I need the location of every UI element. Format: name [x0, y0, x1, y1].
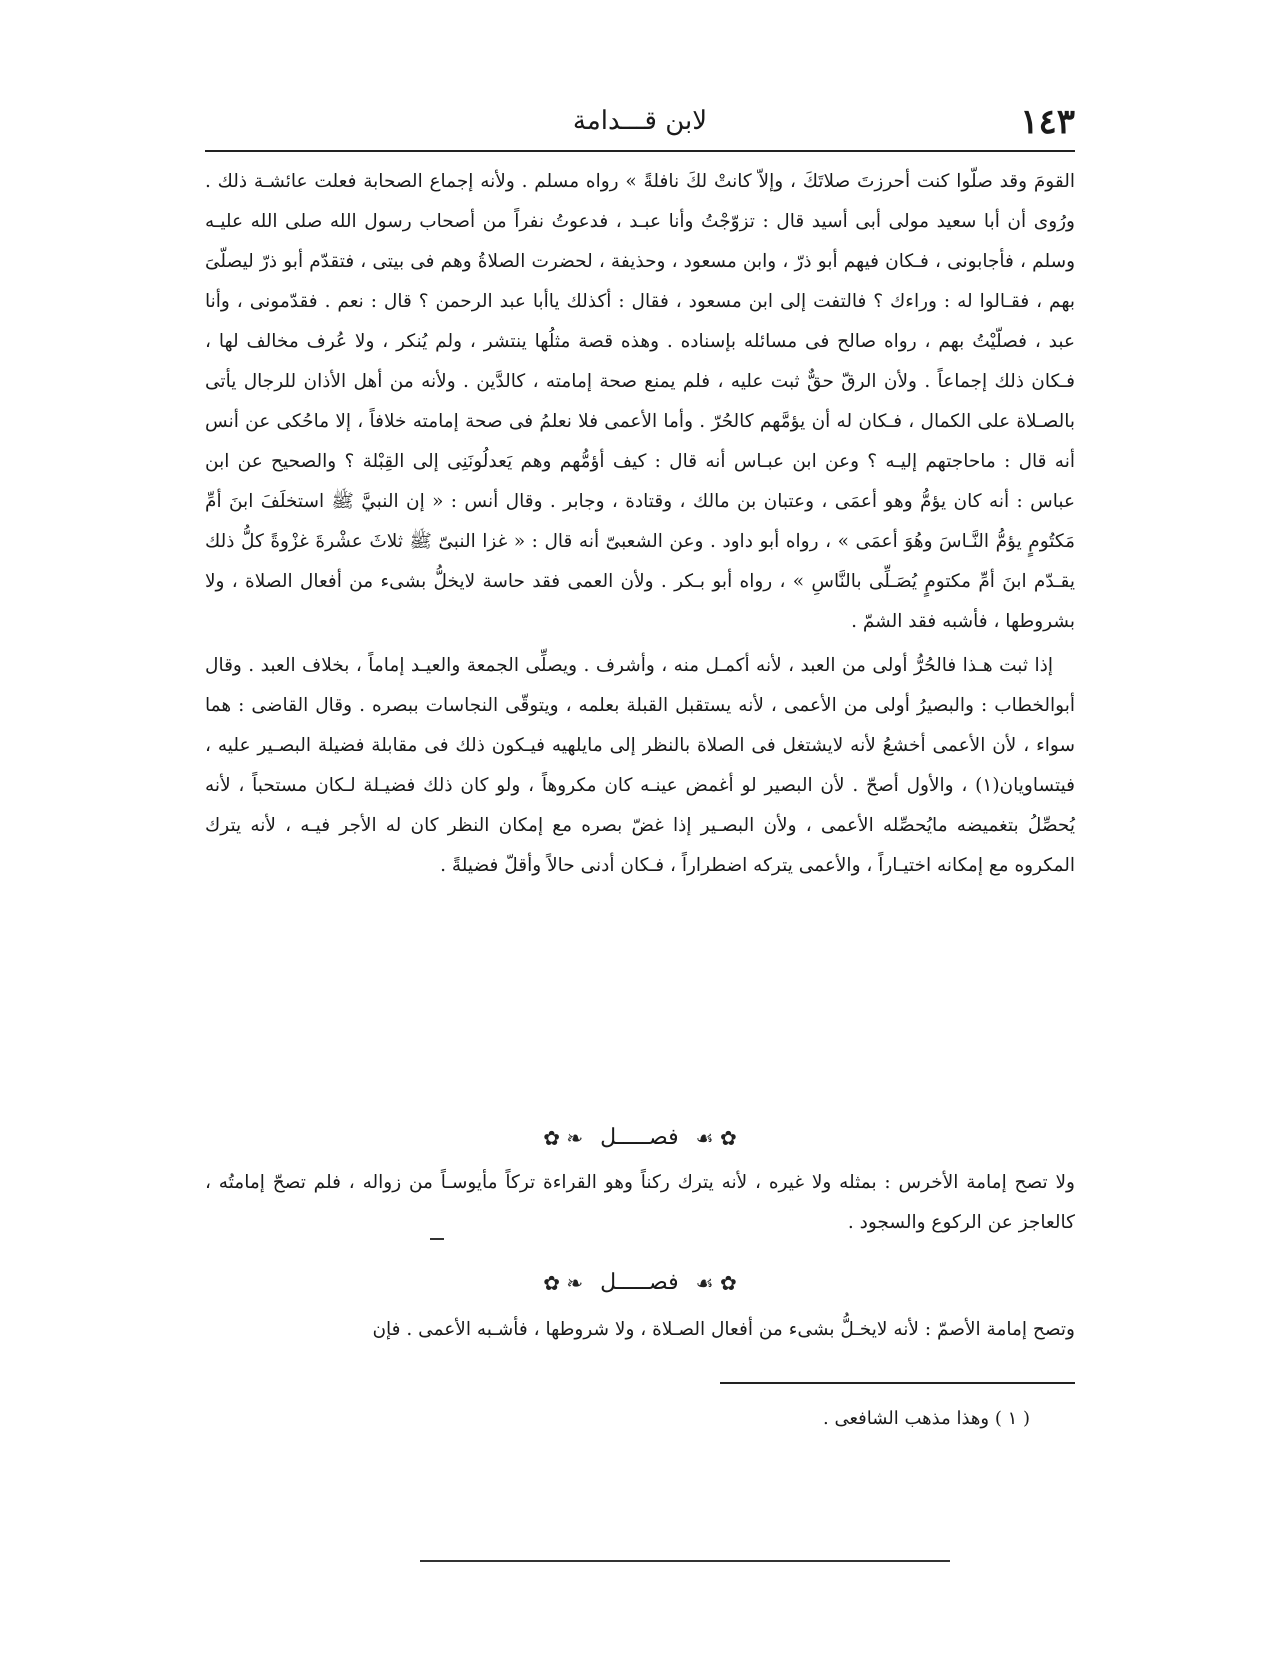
section-2-text: وتصح إمامة الأصمّ : لأنه لايخـلُّ بشىء من أفعال الصـلاة ، ولا شروطها ، فأشـبه الأعمى . فإن [372, 1319, 1075, 1340]
section-heading-1 [205, 1118, 1075, 1158]
page-header [205, 100, 1075, 148]
running-title: لابن قـــدامة [572, 106, 708, 136]
main-text [205, 162, 1075, 886]
page-number: ١٤٣ [1020, 102, 1075, 142]
header-rule [205, 150, 1075, 152]
margin-dash [430, 1238, 444, 1240]
section-heading-2 [205, 1263, 1075, 1303]
bottom-rule [420, 1560, 950, 1562]
section-heading-label: فصـــــل [600, 1270, 679, 1295]
footnote: ( ١ ) وهذا مذهب الشافعى . [823, 1408, 1030, 1429]
section-heading-label: فصـــــل [600, 1125, 679, 1150]
footnote-rule [720, 1382, 1075, 1384]
paragraph-1: القومَ وقد صلّوا كنت أحرزتَ صلاتَكَ ، وإلاّ كانتْ لكَ نافلةً » رواه مسلم . ولأنه إجماع الصحابة فعلت عائشـة ذلك . ورُوى أن أبا سعيد مولى أبى أسيد قال : تزوّجْتُ وأنا عبـد ، فدعوتُ نفراً من أصحاب رسول الله صلى الله عليـه وسلم ، فأجابونى ، فـكان فيهم أبو ذرّ ، وابن مسعود ، وحذيفة ، لحضرت الصلاةُ وهم فى بيتى ، فتقدّم أبو ذرّ ليصلّىَ بهم ، فقـالوا له : وراءك ؟ فالتفت إلى ابن مسعود ، فقال : أكذلك ياأبا عبد الرحمن ؟ قال : نعم . فقدّمونى ، وأنا عبد ، فصلّيْتُ بهم ، رواه صالح فى مسائله بإسناده . وهذه قصة مثلُها ينتشر ، ولم يُنكر ، ولا عُرف مخالف لها ، فـكان ذلك إجماعاً . ولأن الرقّ حقٌّ ثبت عليه ، فلم يمنع صحة إمامته ، كالدَّين . ولأنه من أهل الأذان للرجال يأتى بالصـلاة على الكمال ، فـكان له أن يؤمَّهم كالحُرّ . وأما الأعمى فلا نعلمُ فى صحة إمامته خلافاً ، إلا ماحُكى عن أنس أنه قال : ماحاجتهم إليـه ؟ وعن ابن عبـاس أنه قال : كيف أؤمُّهم وهم يَعدلُونَنِى إلى القِبْلة ؟ والصحيح عن ابن عباس : أنه كان يؤمُّ وهو أعمَى ، وعتبان بن مالك ، وقتادة ، وجابر . وقال أنس : « إن النبيَّ ﷺ استخلَفَ ابنَ أمِّ مَكتُومٍ يؤمُّ النَّـاسَ وهُوَ أعمَى » ، رواه أبو داود . وعن الشعبىّ أنه قال : « غزا النبىّ ﷺ ثلاثَ عشْرةَ غزْوةً كلُّ ذلك يقـدّم ابنَ أمِّ مكتومٍ يُصَـلِّى بالنَّاسِ » ، رواه أبو بـكر . ولأن العمى فقد حاسة لايخلُّ بشىء من أفعال الصلاة ، ولا بشروطها ، فأشبه فقد الشمّ . [205, 171, 1075, 632]
ornament-right-icon: ✿ ☙ [695, 1271, 737, 1295]
paragraph-2: إذا ثبت هـذا فالحُرُّ أولى من العبد ، لأنه أكمـل منه ، وأشرف . ويصلِّى الجمعة والعيـد إماماً ، بخلاف العبد . وقال أبوالخطاب : والبصيرُ أولى من الأعمى ، لأنه يستقبل القبلة بعلمه ، ويتوقّى النجاسات ببصره . وقال القاضى : هما سواء ، لأن الأعمى أخشعُ لأنه لايشتغل فى الصلاة بالنظر إلى مايلهيه فيـكون ذلك فى مقابلة فضيلة البصـير عليه ، فيتساويان(١) ، والأول أصحّ . لأن البصير لو أغمض عينـه كان مكروهاً ، ولو كان ذلك فضيـلة لـكان مستحباً ، لأنه يُحصِّلُ بتغميضه مايُحصِّله الأعمى ، ولأن البصـير إذا غضّ بصره مع إمكان النظر كان له الأجر فيـه ، لأنه يترك المكروه مع إمكانه اختيـاراً ، والأعمى يتركه اضطراراً ، فـكان أدنى حالاً وأقلّ فضيلةً . [205, 655, 1075, 876]
section-1-text: ولا تصح إمامة الأخرس : بمثله ولا غيره ، لأنه يترك ركناً وهو القراءة تركاً مأيوسـاً من زواله ، فلم تصحّ إمامتُه ، كالعاجز عن الركوع والسجود . [205, 1172, 1075, 1233]
ornament-left-icon: ❧ ✿ [543, 1126, 584, 1150]
ornament-left-icon: ❧ ✿ [543, 1271, 584, 1295]
ornament-right-icon: ✿ ☙ [695, 1126, 737, 1150]
